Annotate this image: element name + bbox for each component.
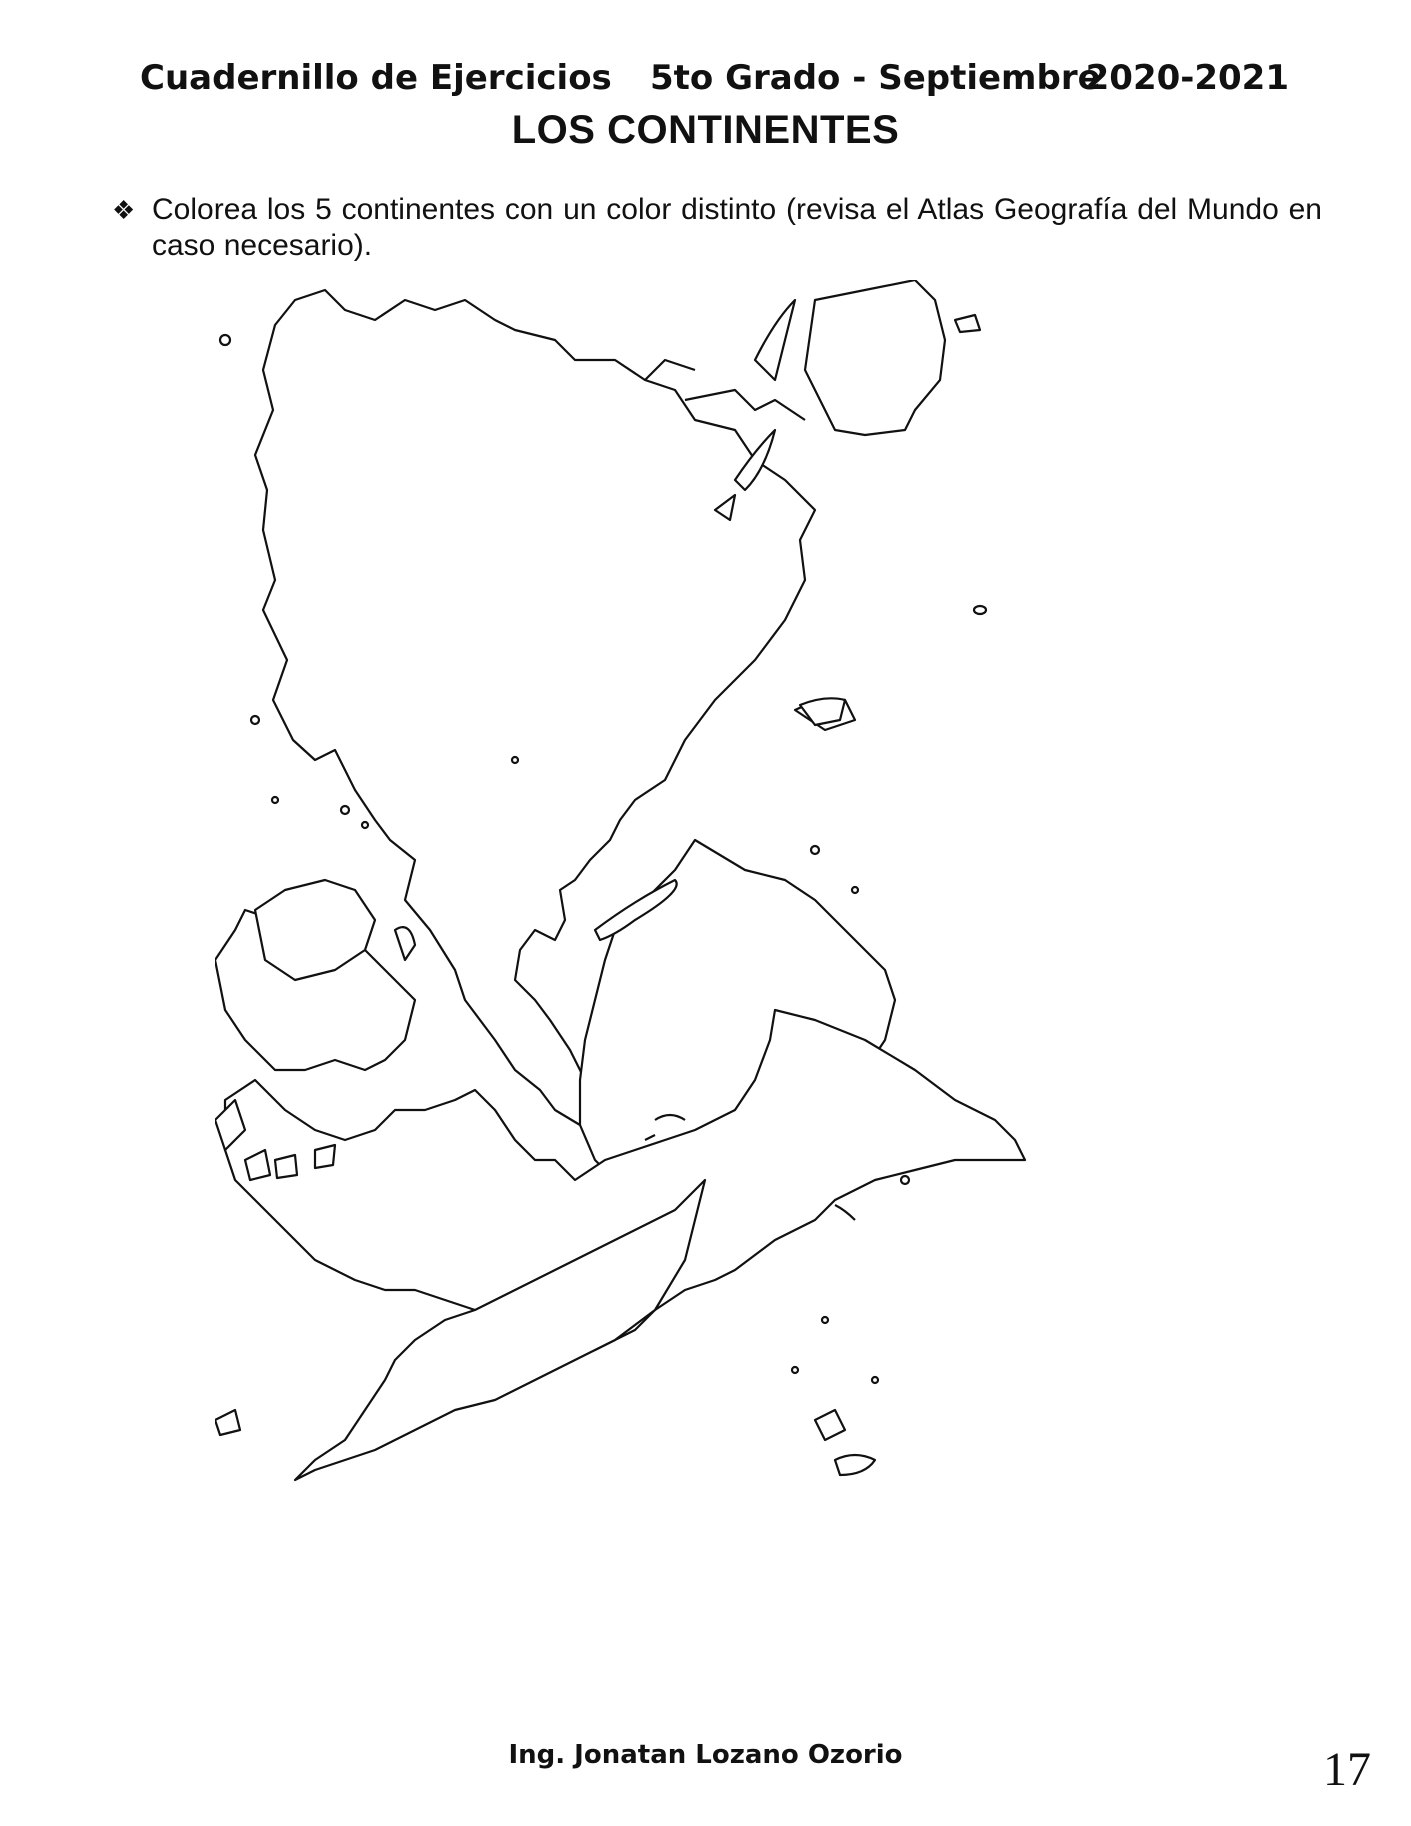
instruction-text: Colorea los 5 continentes con un color distinto (revisa el Atlas Geografía del Mundo en caso necesario). xyxy=(152,193,1322,262)
page-title: LOS CONTINENTES xyxy=(511,108,900,152)
island-madagascar xyxy=(800,698,845,725)
world-map-outline-icon xyxy=(215,280,1205,1690)
diamond-bullet-icon: ❖ xyxy=(112,195,136,225)
island-chain xyxy=(755,300,795,380)
footer-author: Ing. Jonatan Lozano Ozorio xyxy=(508,1740,903,1770)
header-grade-month: 5to Grado - Septiembre xyxy=(650,58,1101,98)
instruction-item xyxy=(112,192,1322,264)
header-notebook-title: Cuadernillo de Ejercicios xyxy=(140,58,612,98)
australia-outline xyxy=(805,280,945,435)
header-school-year: 2020-2021 xyxy=(1085,58,1289,98)
page-number: 17 xyxy=(1323,1743,1371,1796)
